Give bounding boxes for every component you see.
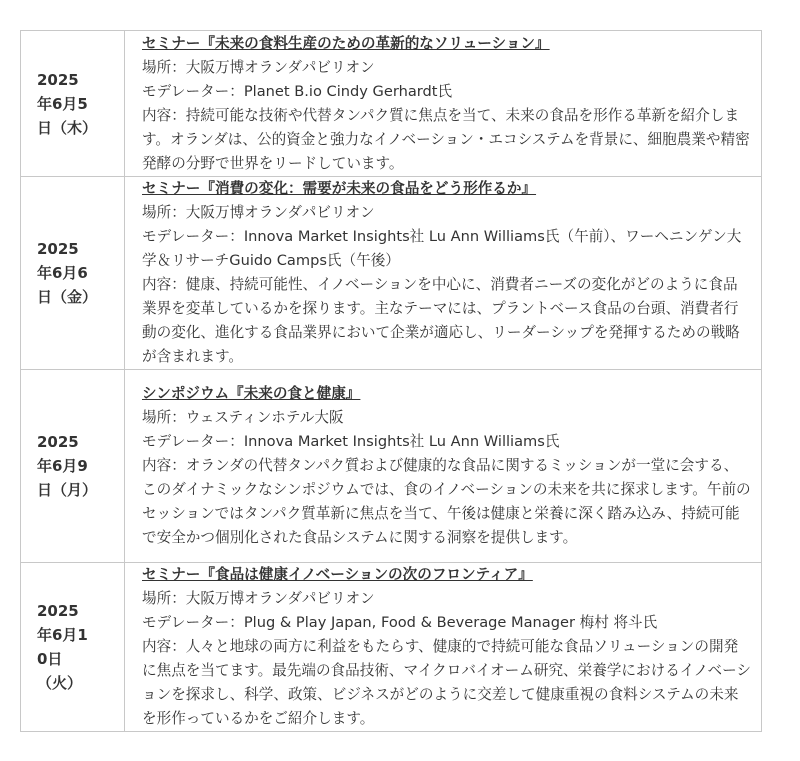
event-date-cell xyxy=(21,177,125,370)
event-moderator: モデレーター：Plug & Play Japan, Food & Beverage Manager 梅村 将斗氏 xyxy=(142,614,658,631)
table-row xyxy=(21,370,762,563)
event-title: シンポジウム『未来の食と健康』 xyxy=(142,385,361,402)
event-detail-cell xyxy=(125,563,762,732)
event-content: 内容：オランダの代替タンパク質および健康的な食品に関するミッションが一堂に会する、このダイナミックなシンポジウムでは、食のイノベーションの未来を共に探求します。午前のセッションではタンパク質革新に焦点を当て、午後は健康と栄養に深く踏み込み、持続可能で安全かつ個別化された食品システムに関する洞察を提供します。 xyxy=(142,457,751,546)
event-title: セミナー『消費の変化：需要が未来の食品をどう形作るか』 xyxy=(142,180,537,197)
event-moderator: モデレーター：Innova Market Insights社 Lu Ann Williams氏（午前）、ワーヘニンゲン大学＆リサーチGuido Camps氏（午後） xyxy=(142,228,742,269)
event-venue: 場所：大阪万博オランダパビリオン xyxy=(142,204,375,221)
event-date-cell xyxy=(21,563,125,732)
event-content: 内容：持続可能な技術や代替タンパク質に焦点を当て、未来の食品を形作る革新を紹介します。オランダは、公的資金と強力なイノベーション・エコシステムを背景に、細胞農業や精密発酵の分野で世界をリードしています。 xyxy=(142,106,750,172)
event-date-cell xyxy=(21,370,125,563)
event-venue: 場所：大阪万博オランダパビリオン xyxy=(142,58,375,76)
event-date: 2025年6月5日（木） xyxy=(37,70,98,137)
event-moderator: モデレーター：Innova Market Insights社 Lu Ann Williams氏 xyxy=(142,433,560,450)
event-date: 2025年6月6日（金） xyxy=(37,240,98,306)
table-row xyxy=(21,563,762,732)
event-detail-cell xyxy=(125,31,762,177)
event-title: セミナー『食品は健康イノベーションの次のフロンティア』 xyxy=(142,566,533,583)
event-detail-cell xyxy=(125,177,762,370)
table-row xyxy=(21,177,762,370)
table-row xyxy=(21,31,762,177)
event-schedule-table xyxy=(20,30,762,732)
event-date-cell xyxy=(21,31,125,177)
event-date: 2025年6月10日（火） xyxy=(37,602,88,692)
event-moderator: モデレーター：Planet B.io Cindy Gerhardt氏 xyxy=(142,82,453,100)
event-title: セミナー『未来の食料生産のための革新的なソリューション』 xyxy=(142,34,550,52)
event-content: 内容：人々と地球の両方に利益をもたらす、健康的で持続可能な食品ソリューションの開発に焦点を当てます。最先端の食品技術、マイクロバイオーム研究、栄養学におけるイノベーションを探求し、科学、政策、ビジネスがどのように交差して健康重視の食料システムの未来を形作っているかをご紹介します。 xyxy=(142,638,751,727)
event-venue: 場所：ウェスティンホテル大阪 xyxy=(142,409,344,426)
event-date: 2025年6月9日（月） xyxy=(37,433,98,499)
event-detail-cell xyxy=(125,370,762,563)
event-content: 内容：健康、持続可能性、イノベーションを中心に、消費者ニーズの変化がどのように食品業界を変革しているかを探ります。主なテーマには、プラントベース食品の台頭、消費者行動の変化、進化する食品業界において企業が適応し、リーダーシップを発揮するための戦略が含まれます。 xyxy=(142,276,740,365)
event-venue: 場所：大阪万博オランダパビリオン xyxy=(142,590,375,607)
